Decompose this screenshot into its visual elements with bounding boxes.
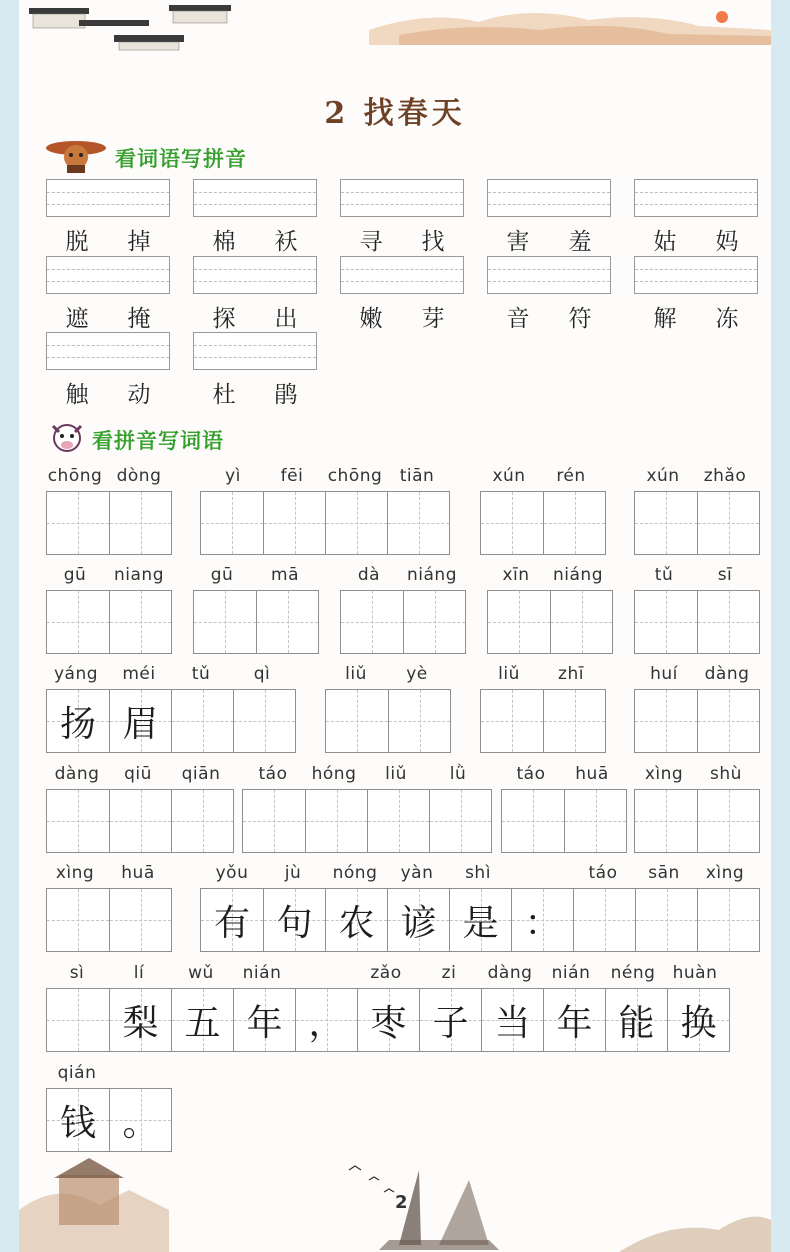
character-grid xyxy=(242,789,492,853)
pinyin-label: méi xyxy=(122,664,156,684)
character-grid xyxy=(340,590,466,654)
pinyin-label: gū xyxy=(210,565,234,585)
character-cell[interactable] xyxy=(171,989,233,1051)
character-cell[interactable] xyxy=(263,889,325,951)
character-cell[interactable] xyxy=(47,1089,109,1151)
character-cell[interactable] xyxy=(325,889,387,951)
character-cell[interactable] xyxy=(357,989,419,1051)
cell-character: 子 xyxy=(432,1002,469,1044)
right-border xyxy=(771,0,790,1252)
word-char: 杜 xyxy=(212,382,236,408)
pinyin-label: liǔ xyxy=(385,764,407,784)
character-cell[interactable] xyxy=(326,690,388,752)
word-char: 符 xyxy=(568,306,592,332)
character-grid xyxy=(46,1088,172,1152)
character-cell[interactable] xyxy=(605,989,667,1051)
cell-character: 五 xyxy=(184,1002,221,1044)
pinyin-label: nián xyxy=(551,963,591,983)
character-grid xyxy=(325,689,451,753)
character-cell[interactable] xyxy=(387,492,449,554)
pinyin-label: chōng xyxy=(47,466,103,486)
lesson-title: 2 找春天 xyxy=(324,96,466,131)
character-cell[interactable] xyxy=(635,492,697,554)
pinyin-label: jù xyxy=(284,863,302,883)
character-grid xyxy=(634,491,760,555)
pinyin-label: dà xyxy=(357,565,381,585)
pinyin-label: sì xyxy=(69,963,85,983)
word-char: 妈 xyxy=(715,229,739,255)
cell-character: 谚 xyxy=(400,902,437,944)
character-cell[interactable] xyxy=(47,989,109,1051)
pinyin-label: mā xyxy=(271,565,299,585)
pinyin-label: qì xyxy=(253,664,271,684)
character-cell[interactable] xyxy=(543,690,605,752)
pinyin-label: tiān xyxy=(399,466,435,486)
word-char: 姑 xyxy=(653,229,677,255)
word-char: 出 xyxy=(274,306,298,332)
pinyin-label: yáng xyxy=(53,664,99,684)
character-cell[interactable] xyxy=(697,790,759,852)
pinyin-label: xìng xyxy=(705,863,745,883)
pinyin-label: táo xyxy=(516,764,546,784)
character-cell[interactable] xyxy=(201,889,263,951)
character-grid xyxy=(46,590,172,654)
character-cell[interactable] xyxy=(171,690,233,752)
word-char: 袄 xyxy=(274,229,298,255)
character-cell[interactable] xyxy=(47,889,109,951)
cell-character: 换 xyxy=(680,1002,717,1044)
word-label xyxy=(487,223,611,256)
word-char: 鹃 xyxy=(274,382,298,408)
pinyin-label: huā xyxy=(121,863,155,883)
pinyin-label: lí xyxy=(133,963,145,983)
pinyin-label: niáng xyxy=(407,565,457,585)
character-cell[interactable] xyxy=(109,591,171,653)
pinyin-answer-box[interactable] xyxy=(193,179,317,217)
cow-mascot-icon xyxy=(45,418,90,454)
pinyin-label: tǔ xyxy=(191,664,211,684)
character-cell[interactable] xyxy=(233,690,295,752)
cell-character: 。 xyxy=(122,1102,159,1144)
pinyin-label: fēi xyxy=(280,466,304,486)
word-char: 羞 xyxy=(568,229,592,255)
pinyin-label: zi xyxy=(441,963,457,983)
character-cell[interactable] xyxy=(109,492,171,554)
word-label xyxy=(487,300,611,333)
section-heading-write-words: 看拼音写词语 xyxy=(92,429,224,453)
character-cell[interactable] xyxy=(109,690,171,752)
cell-character: 有 xyxy=(213,902,250,944)
pinyin-label: niáng xyxy=(553,565,603,585)
pinyin-answer-box[interactable] xyxy=(193,332,317,370)
word-char: 找 xyxy=(421,229,445,255)
character-cell[interactable] xyxy=(109,790,171,852)
character-cell[interactable] xyxy=(388,690,450,752)
cell-character: 眉 xyxy=(122,703,159,745)
character-cell[interactable] xyxy=(194,591,256,653)
pinyin-answer-box[interactable] xyxy=(634,179,758,217)
pinyin-label: xìng xyxy=(55,863,95,883)
character-cell[interactable] xyxy=(47,492,109,554)
character-cell[interactable] xyxy=(481,989,543,1051)
character-cell[interactable] xyxy=(387,889,449,951)
character-cell[interactable] xyxy=(543,989,605,1051)
pinyin-label: táo xyxy=(258,764,288,784)
cell-character: 能 xyxy=(618,1002,655,1044)
word-label xyxy=(193,300,317,333)
character-grid xyxy=(487,590,613,654)
pinyin-label: hóng xyxy=(311,764,357,784)
pinyin-label: xún xyxy=(646,466,680,486)
character-grid xyxy=(200,888,760,952)
character-cell[interactable] xyxy=(697,591,759,653)
character-grid xyxy=(46,988,730,1052)
character-grid xyxy=(480,689,606,753)
cell-character: ： xyxy=(524,902,561,944)
character-cell[interactable] xyxy=(171,790,233,852)
pinyin-label: huā xyxy=(575,764,609,784)
pinyin-label: yì xyxy=(225,466,241,486)
word-char: 音 xyxy=(506,306,530,332)
character-cell[interactable] xyxy=(635,790,697,852)
pinyin-label: qiū xyxy=(124,764,152,784)
word-char: 掩 xyxy=(127,306,151,332)
pinyin-label: shì xyxy=(465,863,491,883)
character-cell[interactable] xyxy=(667,989,729,1051)
pinyin-answer-box[interactable] xyxy=(340,179,464,217)
pinyin-label: xīn xyxy=(502,565,530,585)
pinyin-answer-box[interactable] xyxy=(487,256,611,294)
character-grid xyxy=(46,491,172,555)
cell-character: 是 xyxy=(462,902,499,944)
character-cell[interactable] xyxy=(697,889,759,951)
word-char: 寻 xyxy=(359,229,383,255)
pinyin-label: sān xyxy=(648,863,680,883)
pinyin-label: qián xyxy=(57,1063,97,1083)
word-char: 掉 xyxy=(127,229,151,255)
pinyin-label: yè xyxy=(406,664,428,684)
word-label xyxy=(634,223,758,256)
character-cell[interactable] xyxy=(481,492,543,554)
character-cell[interactable] xyxy=(201,492,263,554)
cell-character: 年 xyxy=(556,1002,593,1044)
character-cell[interactable] xyxy=(109,989,171,1051)
pinyin-label: nóng xyxy=(332,863,378,883)
character-cell[interactable] xyxy=(697,690,759,752)
character-cell[interactable] xyxy=(697,492,759,554)
character-grid xyxy=(46,888,172,952)
pinyin-label: táo xyxy=(588,863,618,883)
pinyin-label: zǎo xyxy=(370,963,402,983)
pinyin-label: lǜ xyxy=(449,764,467,784)
pinyin-label: shù xyxy=(710,764,742,784)
word-label xyxy=(46,300,170,333)
character-grid xyxy=(634,689,760,753)
character-cell[interactable] xyxy=(488,591,550,653)
character-grid xyxy=(634,789,760,853)
pinyin-label: dòng xyxy=(116,466,162,486)
section-heading-write-pinyin: 看词语写拼音 xyxy=(115,147,247,171)
word-char: 脱 xyxy=(65,229,89,255)
left-border xyxy=(0,0,19,1252)
pinyin-label: huàn xyxy=(672,963,718,983)
pinyin-label: dàng xyxy=(54,764,100,784)
word-char: 棉 xyxy=(212,229,236,255)
word-char: 遮 xyxy=(65,306,89,332)
character-cell[interactable] xyxy=(419,989,481,1051)
character-cell[interactable] xyxy=(325,492,387,554)
word-label xyxy=(46,223,170,256)
character-cell[interactable] xyxy=(243,790,305,852)
pinyin-label: huí xyxy=(650,664,678,684)
character-cell[interactable] xyxy=(429,790,491,852)
cell-character: 钱 xyxy=(59,1102,96,1144)
cell-character: 扬 xyxy=(59,703,96,745)
pinyin-answer-box[interactable] xyxy=(487,179,611,217)
character-cell[interactable] xyxy=(367,790,429,852)
pinyin-label: qiān xyxy=(181,764,221,784)
word-label xyxy=(193,376,317,409)
word-char: 动 xyxy=(127,382,151,408)
pinyin-label: chōng xyxy=(327,466,383,486)
pinyin-answer-box[interactable] xyxy=(46,179,170,217)
character-cell[interactable] xyxy=(305,790,367,852)
character-cell[interactable] xyxy=(341,591,403,653)
cell-character: ， xyxy=(308,1002,345,1044)
word-char: 解 xyxy=(653,306,677,332)
character-grid xyxy=(46,689,296,753)
pinyin-label: yàn xyxy=(400,863,434,883)
cell-character: 年 xyxy=(246,1002,283,1044)
pinyin-label: néng xyxy=(610,963,656,983)
pinyin-answer-box[interactable] xyxy=(46,332,170,370)
pinyin-label: liǔ xyxy=(345,664,367,684)
pinyin-answer-box[interactable] xyxy=(193,256,317,294)
character-cell[interactable] xyxy=(573,889,635,951)
pinyin-label: liǔ xyxy=(498,664,520,684)
character-cell[interactable] xyxy=(635,591,697,653)
character-cell[interactable] xyxy=(47,790,109,852)
pinyin-label: niang xyxy=(114,565,164,585)
character-cell[interactable] xyxy=(449,889,511,951)
pinyin-label: wǔ xyxy=(188,963,214,983)
pinyin-label: xìng xyxy=(644,764,684,784)
pinyin-label: tǔ xyxy=(654,565,674,585)
character-cell[interactable] xyxy=(511,889,573,951)
word-char: 冻 xyxy=(715,306,739,332)
header-mountain-illustration xyxy=(369,0,771,45)
character-grid xyxy=(501,789,627,853)
word-char: 探 xyxy=(212,306,236,332)
header-building-illustration xyxy=(19,0,239,55)
word-label xyxy=(340,300,464,333)
word-label xyxy=(634,300,758,333)
pinyin-label: zhī xyxy=(558,664,584,684)
character-cell[interactable] xyxy=(109,889,171,951)
word-label xyxy=(340,223,464,256)
pinyin-label: nián xyxy=(242,963,282,983)
character-grid xyxy=(480,491,606,555)
pinyin-label: gū xyxy=(63,565,87,585)
character-cell[interactable] xyxy=(295,989,357,1051)
character-cell[interactable] xyxy=(550,591,612,653)
character-cell[interactable] xyxy=(403,591,465,653)
character-cell[interactable] xyxy=(481,690,543,752)
page-number: 2 xyxy=(395,1192,408,1213)
character-grid xyxy=(200,491,450,555)
pinyin-label: zhǎo xyxy=(703,466,747,486)
cell-character: 枣 xyxy=(370,1002,407,1044)
word-char: 芽 xyxy=(421,306,445,332)
pinyin-answer-box[interactable] xyxy=(340,256,464,294)
character-grid xyxy=(46,789,234,853)
word-char: 害 xyxy=(506,229,530,255)
pinyin-label: rén xyxy=(556,466,586,486)
character-cell[interactable] xyxy=(47,690,109,752)
word-char: 触 xyxy=(65,382,89,408)
character-cell[interactable] xyxy=(564,790,626,852)
word-label xyxy=(46,376,170,409)
pinyin-label: dàng xyxy=(704,664,750,684)
character-cell[interactable] xyxy=(635,889,697,951)
cell-character: 梨 xyxy=(122,1002,159,1044)
character-grid xyxy=(634,590,760,654)
pinyin-label: dàng xyxy=(487,963,533,983)
character-cell[interactable] xyxy=(263,492,325,554)
word-char: 嫩 xyxy=(359,306,383,332)
word-label xyxy=(193,223,317,256)
pinyin-answer-box[interactable] xyxy=(46,256,170,294)
bull-mascot-icon xyxy=(45,135,107,173)
character-cell[interactable] xyxy=(47,591,109,653)
character-cell[interactable] xyxy=(543,492,605,554)
character-cell[interactable] xyxy=(502,790,564,852)
pinyin-answer-box[interactable] xyxy=(634,256,758,294)
character-cell[interactable] xyxy=(109,1089,171,1151)
character-cell[interactable] xyxy=(233,989,295,1051)
cell-character: 句 xyxy=(276,902,313,944)
cell-character: 农 xyxy=(338,902,375,944)
character-cell[interactable] xyxy=(635,690,697,752)
pinyin-label: yǒu xyxy=(215,863,249,883)
pinyin-label: xún xyxy=(492,466,526,486)
cell-character: 当 xyxy=(494,1002,531,1044)
character-grid xyxy=(193,590,319,654)
pinyin-label: sī xyxy=(717,565,733,585)
character-cell[interactable] xyxy=(256,591,318,653)
